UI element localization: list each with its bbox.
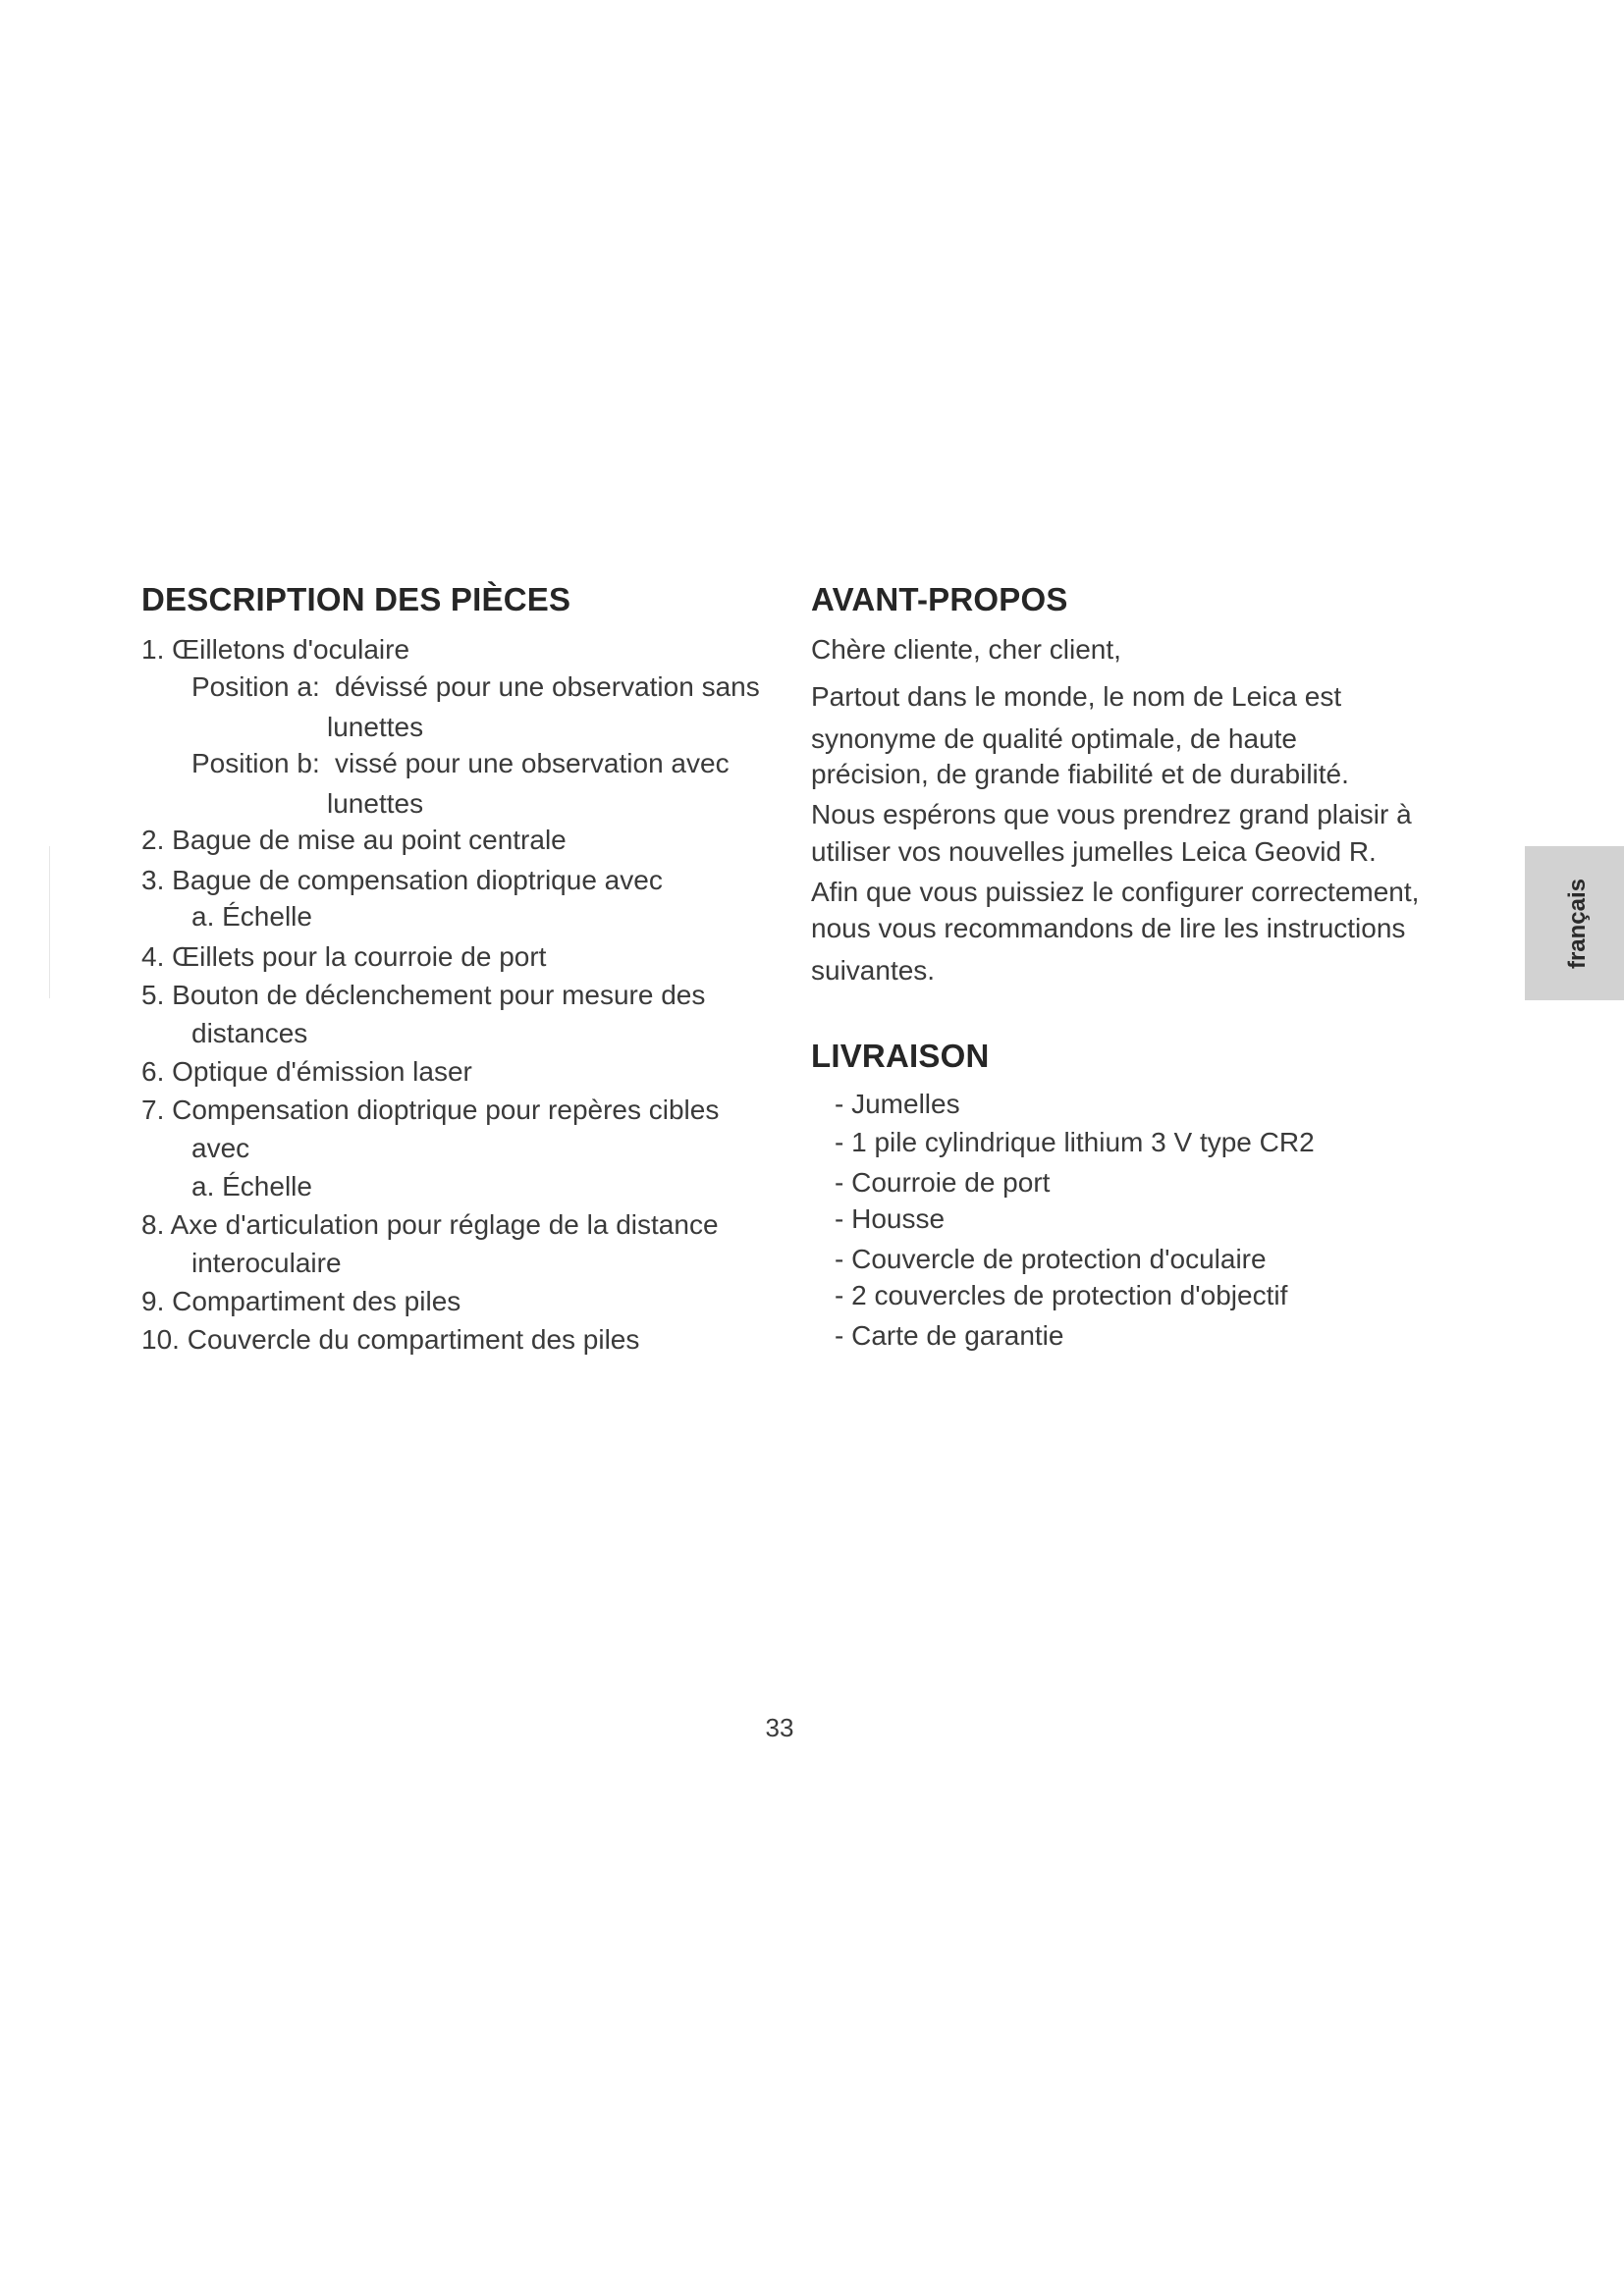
item-number: 10. (141, 1324, 180, 1355)
foreword-line: synonyme de qualité optimale, de haute (811, 723, 1297, 754)
delivery-item: - Carte de garantie (835, 1320, 1064, 1351)
delivery-item: - Jumelles (835, 1089, 960, 1119)
list-item-continuation: avec (191, 1133, 250, 1163)
list-item (141, 633, 409, 667)
foreword-title: AVANT-PROPOS (811, 581, 1068, 617)
list-item (141, 1094, 719, 1127)
list-item (141, 1285, 460, 1318)
item-text: Axe d'articulation pour réglage de la distance (170, 1209, 719, 1240)
list-item (141, 1323, 639, 1357)
item-number: 6. (141, 1056, 165, 1087)
list-item (141, 824, 567, 857)
item-text: Compartiment des piles (172, 1286, 461, 1316)
foreword-line: Partout dans le monde, le nom de Leica est (811, 681, 1342, 712)
delivery-title: LIVRAISON (811, 1038, 990, 1074)
list-item-continuation: interoculaire (191, 1248, 342, 1278)
page-number: 33 (765, 1713, 794, 1742)
foreword-line: précision, de grande fiabilité et de durabilité. (811, 759, 1349, 789)
foreword-line: Afin que vous puissiez le configurer correctement, (811, 877, 1420, 907)
list-item (335, 670, 760, 704)
list-item-continuation: distances (191, 1018, 308, 1048)
item-number: 7. (141, 1095, 165, 1125)
item-text: Bague de compensation dioptrique avec (172, 865, 663, 895)
item-text: Œillets pour la courroie de port (172, 941, 547, 972)
list-item-continuation: lunettes (327, 712, 424, 742)
item-number: 8. (141, 1209, 165, 1240)
list-item (335, 747, 730, 780)
foreword-line: suivantes. (811, 955, 936, 986)
list-item (141, 979, 705, 1012)
foreword-line: utiliser vos nouvelles jumelles Leica Geovid R. (811, 836, 1377, 867)
list-sub-item: a. Échelle (191, 901, 312, 932)
list-item (191, 670, 320, 704)
parts-description-title: DESCRIPTION DES PIÈCES (141, 581, 571, 617)
item-number: 1. (141, 634, 165, 665)
delivery-item: - Couvercle de protection d'oculaire (835, 1244, 1267, 1274)
position-label: Position b: (191, 748, 320, 778)
margin-rule (49, 846, 50, 998)
language-tab (1525, 846, 1624, 1000)
item-number: 9. (141, 1286, 165, 1316)
delivery-item: - Courroie de port (835, 1167, 1051, 1198)
item-number: 3. (141, 865, 165, 895)
position-label: Position a: (191, 671, 320, 702)
foreword-line: Chère cliente, cher client, (811, 634, 1121, 665)
item-text: Optique d'émission laser (172, 1056, 472, 1087)
item-number: 5. (141, 980, 165, 1010)
list-item (191, 747, 320, 780)
delivery-item: - Housse (835, 1203, 946, 1234)
item-text: Couvercle du compartiment des piles (187, 1324, 640, 1355)
item-text: Bague de mise au point centrale (172, 825, 567, 855)
item-text: Bouton de déclenchement pour mesure des (172, 980, 706, 1010)
foreword-line: nous vous recommandons de lire les instructions (811, 913, 1406, 943)
list-item (141, 1055, 472, 1089)
delivery-item: - 1 pile cylindrique lithium 3 V type CR2 (835, 1127, 1315, 1157)
item-text: Compensation dioptrique pour repères cibles (172, 1095, 720, 1125)
item-number: 2. (141, 825, 165, 855)
list-sub-item: a. Échelle (191, 1171, 312, 1201)
list-item-continuation: lunettes (327, 788, 424, 819)
language-tab-label: français (1563, 878, 1591, 969)
item-text: dévissé pour une observation sans (335, 671, 760, 702)
foreword-line: Nous espérons que vous prendrez grand plaisir à (811, 799, 1412, 829)
list-item (141, 1208, 719, 1242)
item-number: 4. (141, 941, 165, 972)
delivery-item: - 2 couvercles de protection d'objectif (835, 1280, 1288, 1310)
item-text: vissé pour une observation avec (335, 748, 730, 778)
item-text: Œilletons d'oculaire (172, 634, 410, 665)
list-item (141, 864, 663, 897)
list-item (141, 940, 546, 974)
